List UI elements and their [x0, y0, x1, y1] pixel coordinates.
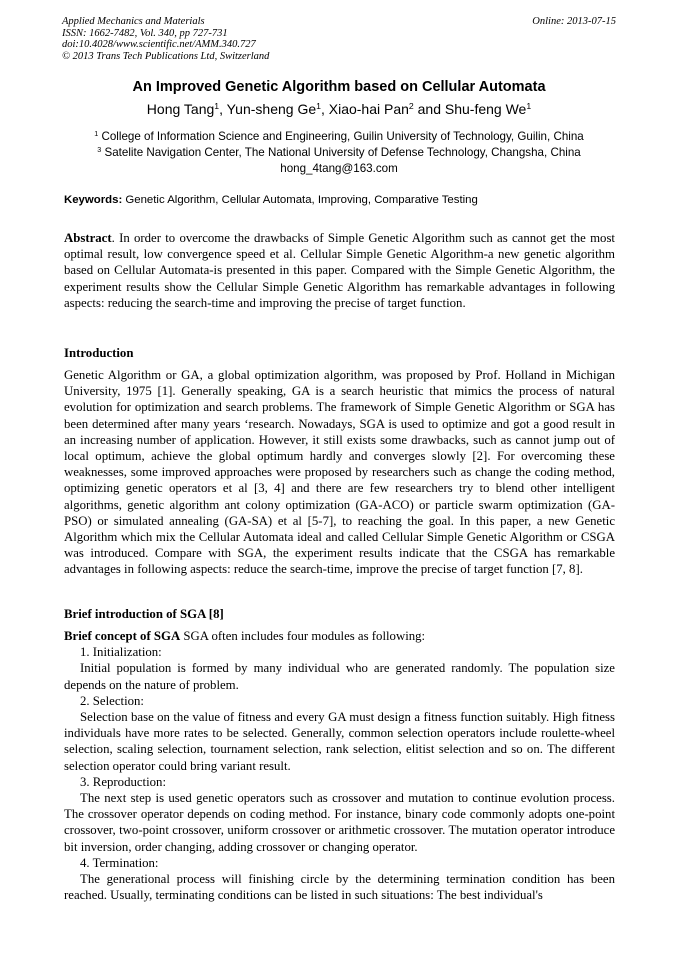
author-list — [0, 101, 678, 117]
affil-mark: 3 — [97, 145, 102, 155]
issn-line: ISSN: 1662-7482, Vol. 340, pp 727-731 — [62, 27, 228, 39]
author-name: , Xiao-hai Pan — [320, 101, 409, 117]
affiliations — [0, 129, 678, 177]
affiliation-2: $^3$ Satelite Navigation Center, The National University of Defense Technology, Changsha, China — [97, 145, 581, 159]
sga-item-text: Initial population is formed by many individual who are generated randomly. The population size depends on the nature of problem. — [64, 661, 615, 692]
sga-item-title: 4. Termination: — [80, 855, 159, 870]
author-affil-mark: 2 — [408, 101, 414, 112]
doi-line: doi:10.4028/www.scientific.net/AMM.340.727 — [62, 39, 256, 51]
sga-item-text: Selection base on the value of fitness and every GA must design a fitness function suitably. High fitness individuals have more rates to be selected. Generally, common selection operators include roulette-wheel selection, scaling selection, tournament selection, rank selection, elitist selection and so on. The different selection operator could bring variant result. — [64, 710, 615, 773]
sga-item-text: The next step is used genetic operators such as crossover and mutation to continue evolution process. The crossover operator depends on coding method. For instance, binary code commonly adopts one-point crossover, two-point crossover, uniform crossover or arithmetic crossover. The mutation operator introduce bit inversion, order changing, adding crossover or changing operator. — [64, 791, 615, 854]
sga-concept-label: Brief concept of SGA — [64, 629, 181, 643]
journal-header — [62, 16, 616, 62]
keywords-label: Keywords: — [64, 194, 123, 206]
author-name: , Yun-sheng Ge — [219, 101, 317, 117]
online-date: Online: 2013-07-15 — [532, 16, 616, 27]
author-name: and Shu-feng We — [413, 101, 527, 117]
section-heading-introduction: Introduction — [64, 346, 134, 360]
abstract-label: Abstract — [64, 231, 112, 245]
journal-name: Applied Mechanics and Materials — [62, 16, 205, 27]
sga-item-text: The generational process will finishing circle by the determining termination condition has been reached. Usually, terminating conditions can be listed in such situations: The best individual's — [64, 872, 615, 903]
copyright-line: © 2013 Trans Tech Publications Ltd, Switzerland — [62, 50, 270, 62]
author-affil-mark: 1 — [526, 101, 532, 112]
keywords — [64, 194, 616, 206]
abstract-text: . In order to overcome the drawbacks of Simple Genetic Algorithm such as cannot get the most optimal result, low convergence speed et al. Cellular Simple Genetic Algorithm-a new genetic algorithm based on Cellular Automata-is presented in this paper. Compared with the Simple Genetic Algorithm, the experiment results show the Cellular Simple Genetic Algorithm has remarkable advantages in following aspects: reducing the search-time and improving the precise of target function. — [64, 231, 615, 310]
sga-item-title: 2. Selection: — [80, 693, 144, 708]
author-affil-mark: 1 — [214, 101, 220, 112]
author-email: hong_4tang@163.com — [280, 162, 398, 175]
paper-title: An Improved Genetic Algorithm based on Cellular Automata — [132, 79, 546, 95]
section-heading-sga: Brief introduction of SGA [8] — [64, 607, 224, 621]
affil-mark: 1 — [94, 129, 99, 139]
sga-section — [64, 628, 615, 903]
author-affil-mark: 1 — [316, 101, 321, 112]
sga-concept: Brief concept of SGA SGA often includes four modules as following: — [64, 629, 426, 643]
introduction-paragraph: Genetic Algorithm or GA, a global optimization algorithm, was proposed by Prof. Holland in Michigan University, 1975 [1]. Generally speaking, GA is a search heuristic that mimics the process of natural evolution for optimization and search problems. The framework of Simple Genetic Algorithm or SGA has been determined after many years ‘research. Nowadays, SGA is used to optimize and got a good result in an increasing number of application. However, it still exists some drawbacks, such as cannot jump out of local optimum, achieve the global optimum hardly and converges slowly [2]. For overcoming these weaknesses, some improved approaches were proposed by researchers such as change the coding method, optimizing genetic operators et al [3, 4] and there are few researchers try to blend other intelligent algorithms, genetic algorithm ant colony optimization (GA-ACO) or particle swarm optimization (GA-PSO) or simulated annealing (GA-SA) et al [5-7], to reaching the goal. In this paper, a new Genetic Algorithm which mix the Cellular Automata ideal and called Cellular Simple Genetic Algorithm or CSGA was introduced. Compare with SGA, the experiment results indicate that the CSGA has remarkable advantages in following aspects: reduce the search-time, improve the precise of target function [7, 8]. — [64, 368, 615, 577]
keywords-text: Genetic Algorithm, Cellular Automata, Improving, Comparative Testing — [122, 194, 478, 206]
sga-item-title: 1. Initialization: — [80, 645, 162, 660]
affiliation-1: $^1$ College of Information Science and Engineering, Guilin University of Technology, Guilin, China — [94, 129, 584, 143]
author-name: Hong Tang — [146, 101, 215, 117]
abstract — [64, 230, 615, 311]
sga-item-title: 3. Reproduction: — [80, 774, 167, 789]
